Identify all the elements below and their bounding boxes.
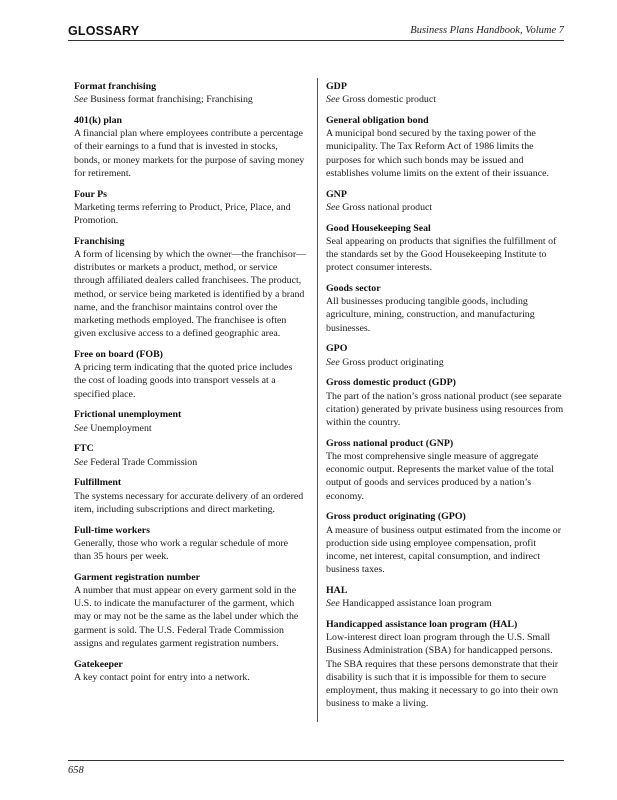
- glossary-term: Fulfillment: [74, 477, 122, 489]
- glossary-entry: [326, 80, 564, 106]
- glossary-definition-block: [326, 631, 564, 710]
- column-divider: [317, 78, 318, 722]
- glossary-definition-block: [74, 248, 306, 340]
- glossary-entry: [326, 510, 564, 576]
- glossary-definition: A form of licensing by which the owner—the franchisor—distributes or markets a product, method, or service through affiliated dealers called franchisees. The product, method, or service being marketed is identified by a brand name, and the franchisor maintains control over the marketing methods employed. The franchisee is often given exclusive access to a defined geographic area.: [74, 249, 307, 340]
- glossary-entry: [326, 114, 564, 180]
- glossary-definition: A number that must appear on every garment sold in the U.S. to indicate the manufacturer of the garment, which may or may not be the same as the label under which the garment is sold. The U.S. Federal Trade Commission assigns and regulates garment registration numbers.: [74, 585, 299, 649]
- glossary-definition-block: [74, 671, 306, 684]
- glossary-term: Free on board (FOB): [74, 349, 163, 361]
- glossary-term: Franchising: [74, 235, 125, 247]
- glossary-definition-block: [74, 490, 306, 516]
- glossary-definition-block: [74, 584, 306, 650]
- glossary-definition: Low-interest direct loan program through the U.S. Small Business Administration (SBA) for handicapped persons. The SBA requires that these persons demonstrate that their disability is such that it is impossible for them to secure employment, thus making it necessary to go into their own business to make a living.: [326, 632, 559, 710]
- glossary-definition: A pricing term indicating that the quoted price includes the cost of loading goods into transport vessels at a specified place.: [74, 362, 293, 400]
- glossary-term: Good Housekeeping Seal: [326, 222, 431, 234]
- glossary-definition-block: [326, 390, 564, 430]
- glossary-entry: [74, 114, 306, 180]
- glossary-entry: [326, 342, 564, 368]
- glossary-definition-block: [326, 597, 564, 610]
- glossary-term: FTC: [74, 443, 94, 455]
- glossary-entry: [74, 524, 306, 564]
- glossary-entry: [326, 188, 564, 214]
- glossary-column-right: [326, 80, 564, 718]
- glossary-definition-block: [326, 201, 564, 214]
- see-reference-label: See: [326, 356, 340, 368]
- glossary-definition: Gross product originating: [342, 356, 444, 368]
- glossary-definition: Unemployment: [90, 422, 152, 434]
- glossary-definition: Handicapped assistance loan program: [342, 598, 492, 610]
- glossary-definition: Business format franchising; Franchising: [90, 94, 253, 106]
- glossary-entry: [74, 442, 306, 468]
- glossary-term: GNP: [326, 188, 347, 200]
- glossary-definition-block: [74, 93, 306, 106]
- glossary-term: HAL: [326, 585, 348, 597]
- glossary-entry: [74, 235, 306, 341]
- glossary-term: Gatekeeper: [74, 658, 123, 670]
- glossary-entry: [326, 282, 564, 335]
- glossary-definition: Federal Trade Commission: [90, 456, 198, 468]
- glossary-term: General obligation bond: [326, 115, 429, 126]
- header-rule: [68, 40, 564, 41]
- glossary-column-left: [74, 80, 306, 692]
- glossary-entry: [74, 80, 306, 106]
- glossary-term: Garment registration number: [74, 571, 200, 583]
- glossary-entry: [326, 437, 564, 503]
- glossary-term: 401(k) plan: [74, 115, 123, 126]
- glossary-entry: [74, 476, 306, 516]
- glossary-definition: A financial plan where employees contribute a percentage of their earnings to a fund that is invested in stocks, bonds, or money markets for the purpose of saving money for retirement.: [74, 128, 305, 179]
- glossary-term: Handicapped assistance loan program (HAL): [326, 619, 518, 631]
- glossary-definition-block: [326, 93, 564, 106]
- glossary-definition-block: [326, 356, 564, 369]
- glossary-entry: [74, 571, 306, 650]
- glossary-definition-block: [74, 422, 306, 435]
- glossary-entry: [326, 222, 564, 275]
- glossary-term: Frictional unemployment: [74, 409, 182, 421]
- glossary-definition: Gross national product: [342, 201, 433, 213]
- glossary-definition-block: [74, 537, 306, 563]
- page-number: 658: [68, 765, 84, 776]
- glossary-term: Four Ps: [74, 188, 108, 200]
- glossary-entry: [74, 658, 306, 684]
- glossary-definition: Seal appearing on products that signifies the fulfillment of the standards set by the Good Housekeeping Institute to protect consumer interests.: [326, 235, 557, 274]
- see-reference-label: See: [74, 422, 88, 434]
- glossary-term: GDP: [326, 81, 347, 92]
- glossary-definition: A key contact point for entry into a network.: [74, 671, 250, 683]
- glossary-definition-block: [326, 127, 564, 180]
- book-title: Business Plans Handbook, Volume 7: [410, 25, 564, 36]
- glossary-definition: A measure of business output estimated from the income or production side using employee compensation, profit income, net interest, capital consumption, and indirect business taxes.: [326, 524, 562, 576]
- see-reference-label: See: [74, 94, 88, 106]
- glossary-term: Gross domestic product (GDP): [326, 377, 456, 389]
- footer-rule: [68, 760, 564, 761]
- glossary-definition-block: [74, 201, 306, 227]
- glossary-term: Full-time workers: [74, 524, 150, 536]
- glossary-entry: [74, 408, 306, 434]
- glossary-term: GPO: [326, 343, 348, 355]
- glossary-definition: The systems necessary for accurate delivery of an ordered item, including subscriptions and direct marketing.: [74, 490, 304, 515]
- glossary-term: Gross product originating (GPO): [326, 511, 466, 523]
- glossary-definition: The most comprehensive single measure of aggregate economic output. Represents the market value of the total output of goods and services produced by a nation’s economy.: [326, 451, 554, 502]
- glossary-entry: [326, 584, 564, 610]
- glossary-definition: All businesses producing tangible goods, including agriculture, mining, construction, and manufacturing businesses.: [326, 296, 535, 334]
- see-reference-label: See: [74, 456, 88, 468]
- glossary-term: Gross national product (GNP): [326, 437, 454, 449]
- glossary-entry: [74, 348, 306, 401]
- glossary-definition: Gross domestic product: [342, 94, 436, 106]
- glossary-definition-block: [326, 524, 564, 577]
- see-reference-label: See: [326, 598, 340, 610]
- see-reference-label: See: [326, 201, 340, 213]
- glossary-definition-block: [74, 456, 306, 469]
- see-reference-label: See: [326, 94, 340, 106]
- glossary-term: Format franchising: [74, 81, 157, 92]
- glossary-entry: [74, 188, 306, 228]
- glossary-definition-block: [74, 361, 306, 401]
- section-title: GLOSSARY: [68, 24, 140, 38]
- glossary-definition-block: [326, 235, 564, 275]
- glossary-definition: Generally, those who work a regular schedule of more than 35 hours per week.: [74, 537, 289, 563]
- glossary-definition: A municipal bond secured by the taxing power of the municipality. The Tax Reform Act of 1986 limits the purposes for which such bonds may be issued and establishes volume limits on the extent of their issuance.: [326, 128, 549, 179]
- glossary-definition: The part of the nation’s gross national product (see separate citation) generated by private business using resources from within the country.: [326, 390, 564, 429]
- glossary-term: Goods sector: [326, 283, 381, 295]
- glossary-definition-block: [326, 295, 564, 335]
- glossary-entry: [326, 618, 564, 710]
- glossary-definition: Marketing terms referring to Product, Price, Place, and Promotion.: [74, 201, 291, 227]
- glossary-definition-block: [74, 127, 306, 180]
- glossary-definition-block: [326, 450, 564, 503]
- glossary-entry: [326, 376, 564, 429]
